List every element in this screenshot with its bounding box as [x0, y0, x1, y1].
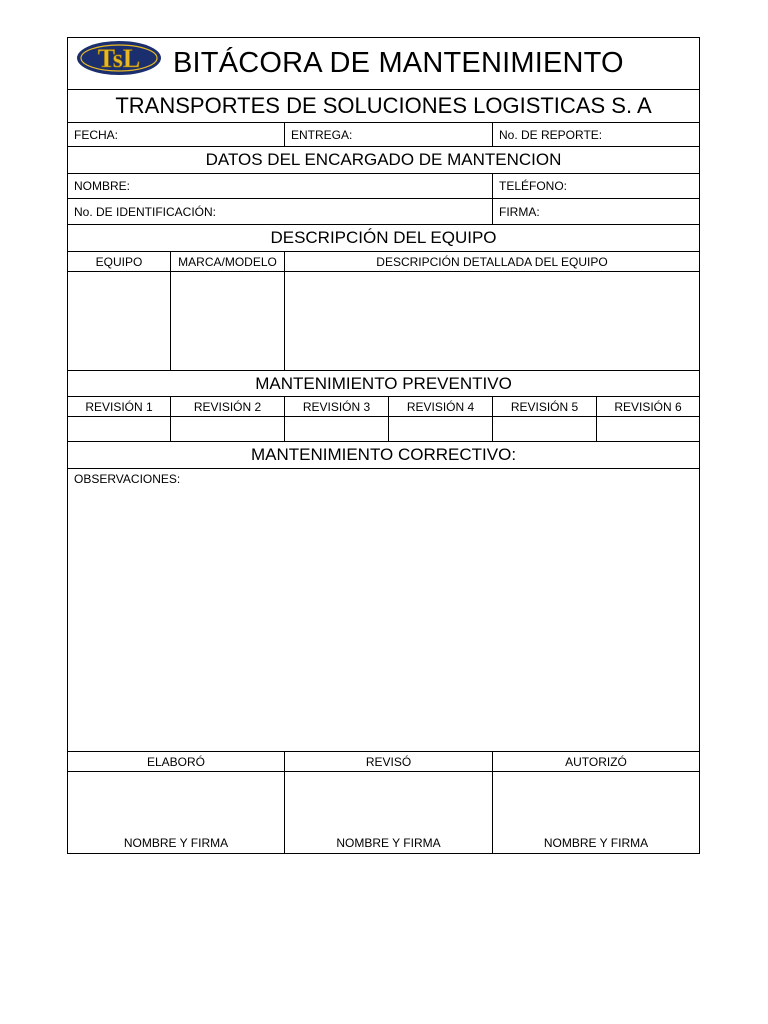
revision-4-header: REVISIÓN 4 [406, 399, 475, 414]
revision-4-input[interactable] [389, 417, 493, 441]
telefono-label: TELÉFONO: [499, 179, 568, 193]
revision-1-input[interactable] [68, 417, 171, 441]
autorizo-nombre-firma: NOMBRE Y FIRMA [543, 836, 649, 850]
title-row [68, 38, 699, 90]
maintenance-log-form [67, 37, 700, 854]
form-title-cell [173, 38, 699, 89]
entrega-label: ENTREGA: [291, 127, 353, 142]
telefono-field[interactable] [493, 174, 699, 198]
nombre-row [68, 174, 699, 199]
identificacion-label: No. DE IDENTIFICACIÓN: [74, 204, 217, 219]
reviso-signature-box[interactable] [285, 772, 493, 853]
revision-5-input[interactable] [493, 417, 597, 441]
form-title: BITÁCORA DE MANTENIMIENTO [173, 47, 624, 79]
equipo-section-header [68, 225, 699, 252]
equipo-column-headers [68, 252, 699, 272]
observaciones-label: OBSERVACIONES: [74, 472, 181, 486]
descripcion-input-cell[interactable] [285, 272, 699, 370]
fecha-field[interactable] [68, 123, 285, 146]
elaboro-signature-box[interactable] [68, 772, 285, 853]
revision-5-header: REVISIÓN 5 [510, 399, 579, 414]
tsl-logo [75, 39, 163, 77]
revision-inputs-row [68, 417, 699, 442]
revision-headers-row [68, 397, 699, 417]
autorizo-signature-box[interactable] [493, 772, 699, 853]
elaboro-nombre-firma: NOMBRE Y FIRMA [123, 836, 229, 850]
encargado-section-title: DATOS DEL ENCARGADO DE MANTENCION [205, 150, 562, 169]
observaciones-row [68, 469, 699, 752]
revision-1-header: REVISIÓN 1 [85, 399, 153, 414]
reviso-nombre-firma: NOMBRE Y FIRMA [336, 836, 441, 850]
autorizo-header: AUTORIZÓ [565, 754, 627, 769]
observaciones-field[interactable] [68, 469, 699, 751]
equipo-input-cell[interactable] [68, 272, 171, 370]
equipo-body-row [68, 272, 699, 371]
fecha-label: FECHA: [74, 127, 119, 142]
firma-field[interactable] [493, 199, 699, 224]
col-marca-header: MARCA/MODELO [178, 254, 277, 269]
signature-headers-row [68, 752, 699, 772]
identificacion-row [68, 199, 699, 225]
signature-boxes-row [68, 772, 699, 853]
report-info-row [68, 123, 699, 147]
preventivo-section-header [68, 371, 699, 397]
reporte-field[interactable] [493, 123, 699, 146]
equipo-section-title: DESCRIPCIÓN DEL EQUIPO [270, 228, 497, 247]
firma-label: FIRMA: [499, 204, 540, 219]
revision-3-header: REVISIÓN 3 [302, 399, 371, 414]
identificacion-field[interactable] [68, 199, 493, 224]
marca-input-cell[interactable] [171, 272, 285, 370]
correctivo-section-header [68, 442, 699, 469]
preventivo-section-title: MANTENIMIENTO PREVENTIVO [255, 373, 512, 393]
elaboro-header: ELABORÓ [146, 754, 206, 769]
reviso-header: REVISÓ [365, 754, 412, 769]
col-descripcion-header: DESCRIPCIÓN DETALLADA DEL EQUIPO [376, 254, 608, 269]
correctivo-section-title: MANTENIMIENTO CORRECTIVO: [250, 445, 517, 464]
company-row [68, 90, 699, 123]
nombre-label: NOMBRE: [74, 179, 131, 193]
revision-6-input[interactable] [597, 417, 699, 441]
reporte-label: No. DE REPORTE: [499, 127, 603, 142]
revision-3-input[interactable] [285, 417, 389, 441]
revision-6-header: REVISIÓN 6 [614, 399, 682, 414]
company-name: TRANSPORTES DE SOLUCIONES LOGISTICAS S. A [115, 93, 652, 118]
revision-2-input[interactable] [171, 417, 285, 441]
revision-2-header: REVISIÓN 2 [193, 399, 262, 414]
col-equipo-header: EQUIPO [95, 254, 143, 269]
nombre-field[interactable] [68, 174, 493, 198]
svg-text:TsL: TsL [97, 44, 141, 73]
entrega-field[interactable] [285, 123, 493, 146]
encargado-section-header [68, 147, 699, 174]
